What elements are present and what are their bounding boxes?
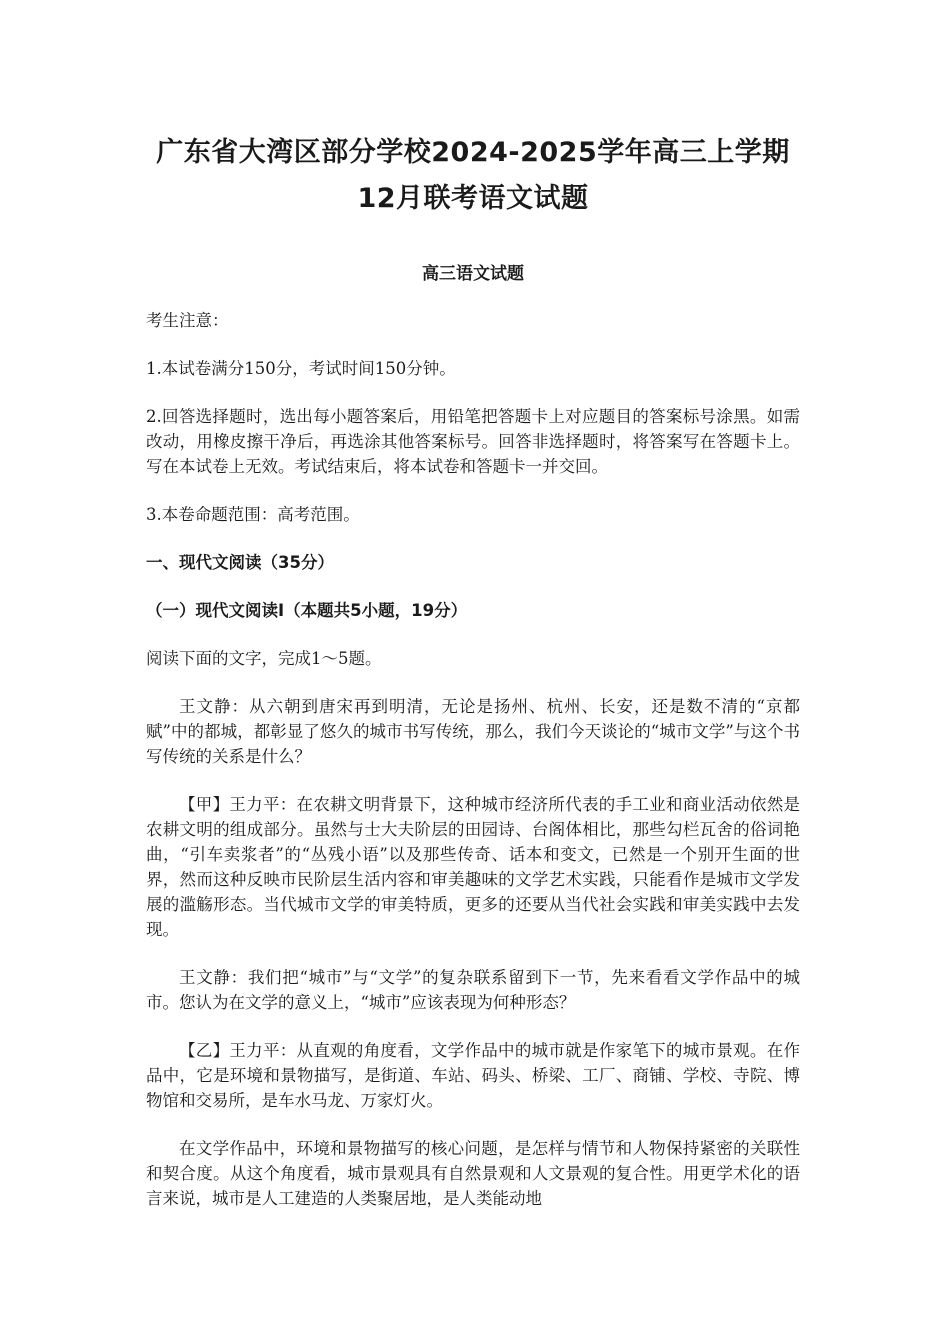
passage-paragraph: 在文学作品中，环境和景物描写的核心问题，是怎样与情节和人物保持紧密的关联性和契合度。从这个角度看，城市景观具有自然景观和人文景观的复合性。用更学术化的语言来说，城市是人工建造的人类聚居地，是人类能动地 — [146, 1139, 800, 1208]
passage-paragraph: 王文静：从六朝到唐宋再到明清，无论是扬州、杭州、长安，还是数不清的“京都赋”中的都城，都彰显了悠久的城市书写传统，那么，我们今天谈论的“城市文学”与这个书写传统的关系是什么？ — [146, 697, 800, 766]
part-heading-reading-1: （一）现代文阅读Ⅰ（本题共5小题，19分） — [146, 601, 468, 620]
section-heading-modern-reading: 一、现代文阅读（35分） — [146, 553, 334, 572]
notice-item-2: 2.回答选择题时，选出每小题答案后，用铅笔把答题卡上对应题目的答案标号涂黑。如需改动，用橡皮擦干净后，再选涂其他答案标号。回答非选择题时，将答案写在答题卡上。写在本试卷上无效。考试结束后，将本试卷和答题卡一并交回。 — [146, 407, 800, 476]
passage-paragraph: 王文静：我们把“城市”与“文学”的复杂联系留到下一节，先来看看文学作品中的城市。您认为在文学的意义上，“城市”应该表现为何种形态？ — [146, 968, 800, 1012]
document-subtitle: 高三语文试题 — [422, 264, 524, 284]
document-page — [146, 130, 800, 1211]
notice-item-1: 1.本试卷满分150分，考试时间150分钟。 — [146, 359, 456, 378]
notice-label: 考生注意： — [146, 311, 229, 330]
passage-paragraph: 【甲】王力平：在农耕文明背景下，这种城市经济所代表的手工业和商业活动依然是农耕文明的组成部分。虽然与士大夫阶层的田园诗、台阁体相比，那些勾栏瓦舍的俗词艳曲，“引车卖浆者”的“丛残小语”以及那些传奇、话本和变文，已然是一个别开生面的世界，然而这种反映市民阶层生活内容和审美趣味的文学艺术实践，只能看作是城市文学发展的滥觞形态。当代城市文学的审美特质，更多的还要从当代社会实践和审美实践中去发现。 — [146, 795, 800, 939]
passage-paragraph: 【乙】王力平：从直观的角度看，文学作品中的城市就是作家笔下的城市景观。在作品中，它是环境和景物描写，是街道、车站、码头、桥梁、工厂、商铺、学校、寺院、博物馆和交易所，是车水马龙、万家灯火。 — [146, 1041, 800, 1110]
notice-item-3: 3.本卷命题范围：高考范围。 — [146, 505, 360, 524]
document-title: 广东省大湾区部分学校2024-2025学年高三上学期12月联考语文试题 — [156, 137, 790, 214]
reading-instruction: 阅读下面的文字，完成1～5题。 — [146, 649, 382, 668]
